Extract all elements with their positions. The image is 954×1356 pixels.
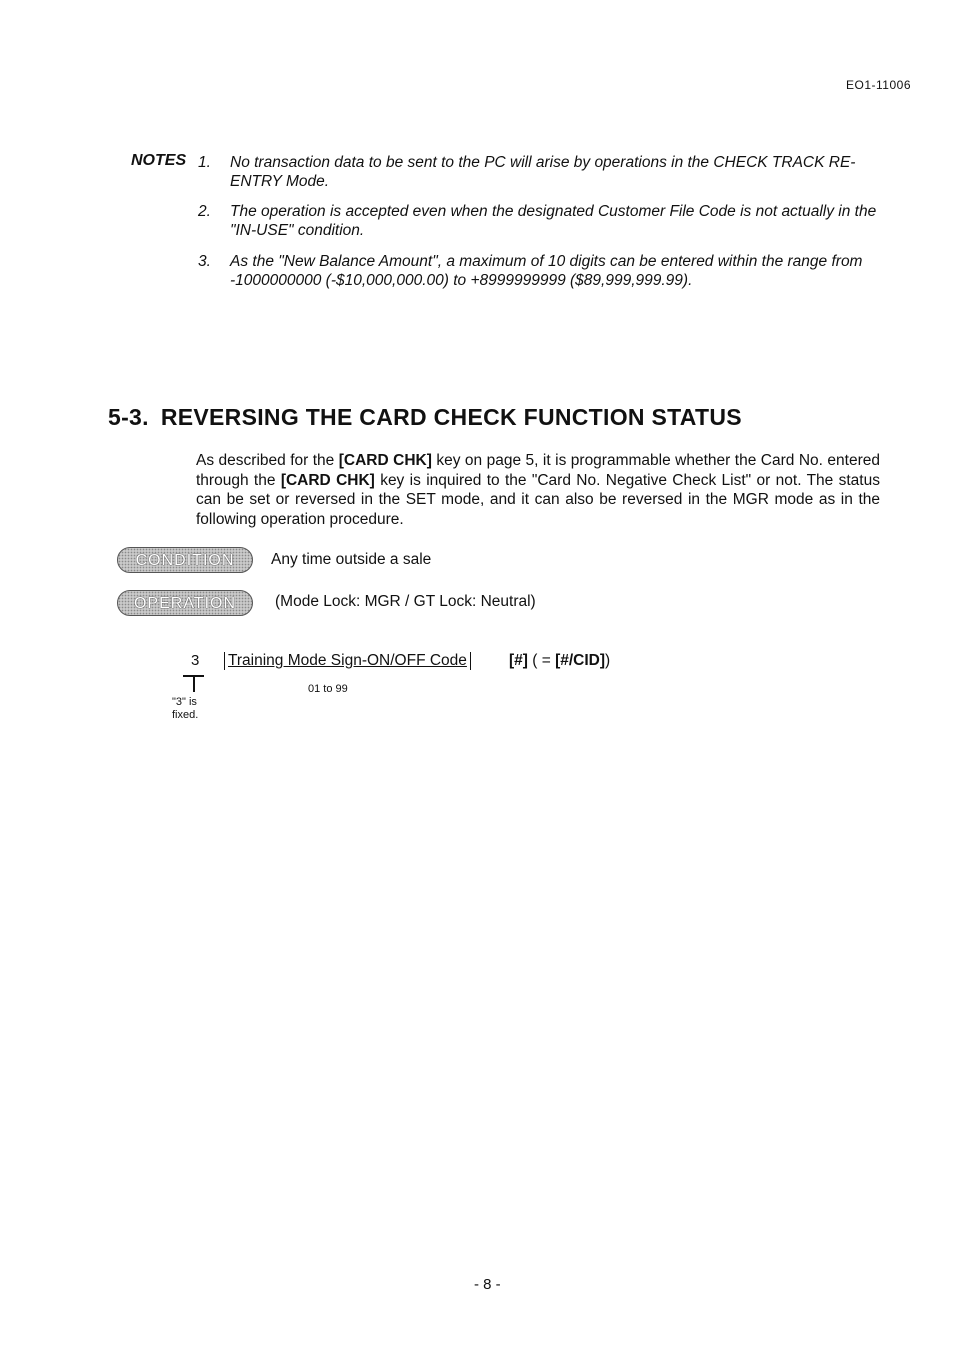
operation-field-range: 01 to 99 [308,683,348,695]
note-text: As the "New Balance Amount", a maximum of 10 digits can be entered within the range from -1000000000 (-$10,000,000.00) to +8999999999 ($89,999,999.99). [230,253,863,289]
page-number: - 8 - [474,1276,501,1293]
operation-field-label: Training Mode Sign-ON/OFF Code [224,652,471,670]
notes-label: NOTES [131,152,187,169]
fixed-digit-note: "3" is fixed. [172,696,199,721]
condition-text: Any time outside a sale [271,551,432,568]
hash-cid-key: [#/CID] [555,652,606,669]
section-heading [108,404,742,431]
section-title: REVERSING THE CARD CHECK FUNCTION STATUS [160,404,742,430]
operation-text: (Mode Lock: MGR / GT Lock: Neutral) [275,593,536,610]
condition-badge: CONDITION [117,547,253,573]
section-number: 5-3. [108,404,149,430]
operation-fixed-digit: 3 [191,652,200,669]
note-number: 3. [198,253,211,270]
tee-marker-icon [193,676,195,692]
operation-badge: OPERATION [117,590,253,616]
operation-key-sequence: [#] ( = [#/CID]) [509,652,611,669]
note-number: 2. [198,203,211,220]
card-chk-key-ref: [CARD CHK] [338,452,432,469]
note-text: No transaction data to be sent to the PC will arise by operations in the CHECK TRACK RE-ENTRY Mode. [230,154,856,190]
note-text: The operation is accepted even when the designated Customer File Code is not actually in the "IN-USE" condition. [230,203,877,239]
section-intro-paragraph: As described for the [CARD CHK] key on page 5, it is programmable whether the Card No. entered through the [CARD CHK] key is inquired to the "Card No. Negative Check List" or not. The status can be set or reversed in the SET mode, and it can also be reversed in the MGR mode as in the following operation procedure. [196,452,880,528]
note-number: 1. [198,154,211,171]
document-id: EO1-11006 [846,78,911,92]
card-chk-key-ref: [CARD CHK] [280,471,375,489]
hash-key: [#] [509,652,528,669]
